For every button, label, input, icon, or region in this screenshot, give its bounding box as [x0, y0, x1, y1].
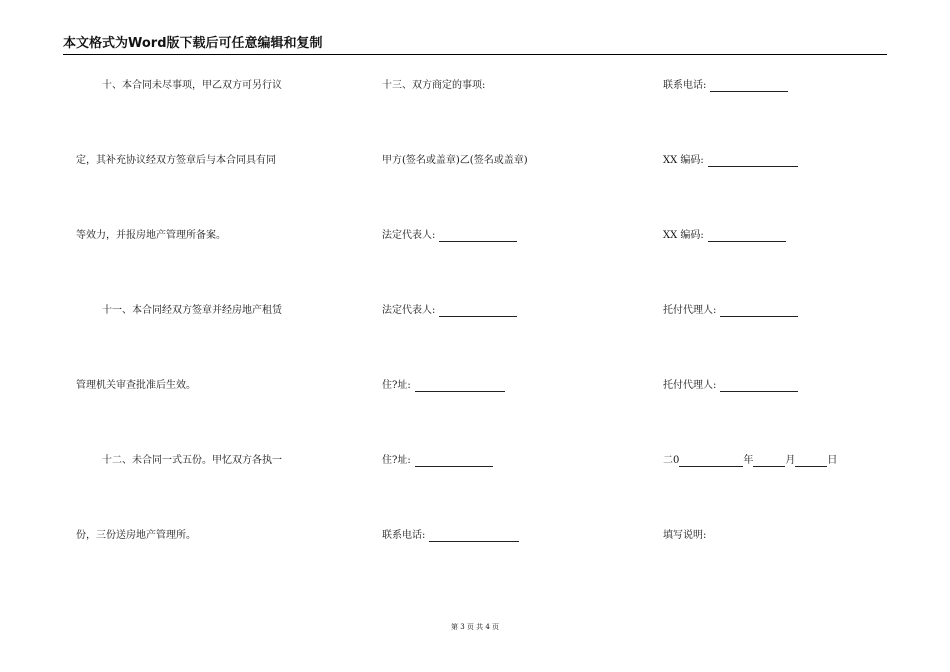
page-footer: 第 3 页 共 4 页	[450, 623, 500, 631]
legal-rep-label-1: 法定代表人:	[382, 230, 436, 241]
legal-rep-field-1	[382, 230, 517, 242]
agent-field-1	[663, 305, 798, 317]
year-blank	[679, 457, 743, 467]
postal-code-blank-2	[708, 232, 786, 242]
phone-field-1	[382, 530, 519, 542]
page-header	[63, 36, 887, 55]
clause-13-line: 十三、双方商定的事项:	[382, 80, 486, 91]
year-label: 年	[743, 455, 754, 466]
address-blank-2	[415, 457, 493, 467]
agent-blank-2	[720, 382, 798, 392]
phone-blank-1	[429, 532, 519, 542]
legal-rep-label-2: 法定代表人:	[382, 305, 436, 316]
postal-code-label-1: XX 编码:	[663, 155, 704, 166]
postal-code-field-1	[663, 155, 798, 167]
month-blank	[753, 457, 785, 467]
legal-rep-field-2	[382, 305, 517, 317]
phone-label-2: 联系电话:	[663, 80, 707, 91]
clause-10-line-3: 等效力，并报房地产管理所备案。	[76, 230, 226, 241]
postal-code-blank-1	[708, 157, 798, 167]
clause-10-line-2: 定，其补充协议经双方签章后与本合同具有同	[76, 155, 276, 166]
phone-label-1: 联系电话:	[382, 530, 426, 541]
legal-rep-blank-2	[439, 307, 517, 317]
clause-11-line-1: 十一、本合同经双方签章并经房地产租赁	[102, 305, 282, 316]
address-label-1: 住?址:	[382, 380, 411, 391]
phone-blank-2	[710, 82, 788, 92]
postal-code-field-2	[663, 230, 786, 242]
signature-party-line: 甲方(签名或盖章)乙(签名或盖章)	[382, 155, 528, 166]
agent-field-2	[663, 380, 798, 392]
instructions-line: 填写说明:	[663, 530, 707, 541]
date-prefix: 二0	[663, 455, 680, 466]
clause-12-line-2: 份，三份送房地产管理所。	[76, 530, 196, 541]
clause-10-line-1: 十、本合同未尽事项，甲乙双方可另行议	[102, 80, 282, 91]
agent-label-2: 托付代理人:	[663, 380, 717, 391]
address-label-2: 住?址:	[382, 455, 411, 466]
agent-label-1: 托付代理人:	[663, 305, 717, 316]
month-label: 月	[785, 455, 796, 466]
address-blank-1	[415, 382, 505, 392]
day-blank	[795, 457, 827, 467]
agent-blank-1	[720, 307, 798, 317]
day-label: 日	[827, 455, 838, 466]
date-field	[663, 455, 837, 467]
postal-code-label-2: XX 编码:	[663, 230, 704, 241]
clause-12-line-1: 十二、未合同一式五份。甲忆双方各执一	[102, 455, 282, 466]
phone-field-2	[663, 80, 788, 92]
clause-11-line-2: 管理机关审查批准后生效。	[76, 380, 196, 391]
address-field-1	[382, 380, 505, 392]
header-title: 本文格式为Word版下载后可任意编辑和复制	[63, 36, 323, 51]
legal-rep-blank-1	[439, 232, 517, 242]
address-field-2	[382, 455, 493, 467]
